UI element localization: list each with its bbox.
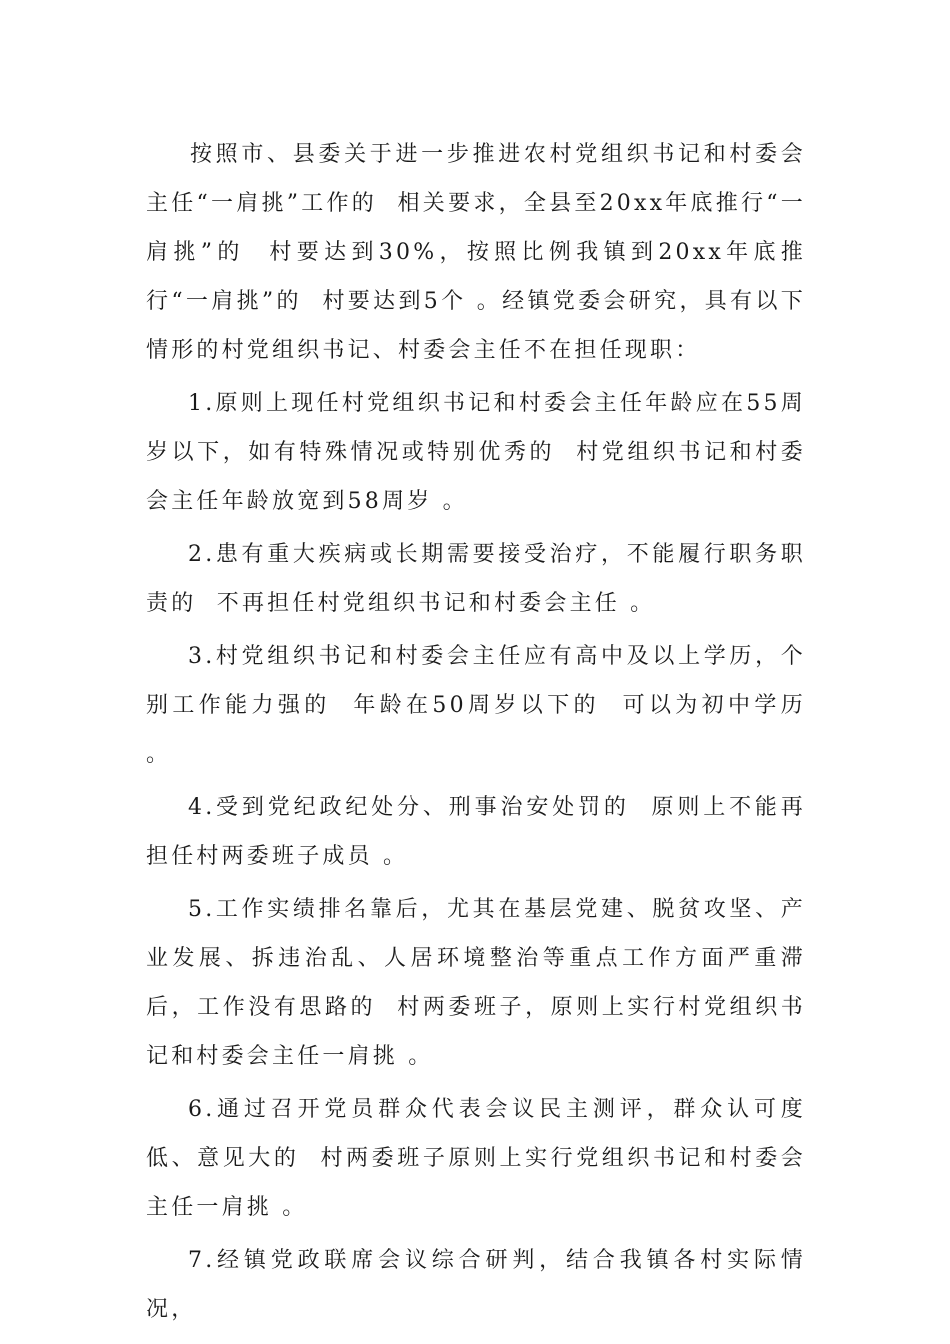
list-item-3: 3.村党组织书记和村委会主任应有高中及以上学历，个别工作能力强的 年龄在50周岁以下的 可以为初中学历 。: [146, 644, 817, 767]
document-body: [146, 130, 817, 1338]
list-item-4: 4.受到党纪政纪处分、刑事治安处罚的 原则上不能再担任村两委班子成员 。: [146, 795, 806, 869]
list-item-1: 1.原则上现任村党组织书记和村委会主任年龄应在55周岁以下，如有特殊情况或特别优秀的 村党组织书记和村委会主任年龄放宽到58周岁 。: [146, 391, 806, 514]
list-item-5: 5.工作实绩排名靠后，尤其在基层党建、脱贫攻坚、产业发展、拆违治乱、人居环境整治等重点工作方面严重滞后，工作没有思路的 村两委班子，原则上实行村党组织书记和村委会主任一肩挑 。: [146, 897, 806, 1069]
list-item-6: 6.通过召开党员群众代表会议民主测评，群众认可度低、意见大的 村两委班子原则上实行党组织书记和村委会主任一肩挑 。: [146, 1097, 806, 1220]
list-item-7: 7.经镇党政联席会议综合研判，结合我镇各村实际情况，: [146, 1248, 806, 1322]
list-item-2: 2.患有重大疾病或长期需要接受治疗，不能履行职务职责的 不再担任村党组织书记和村委会主任 。: [146, 542, 806, 616]
intro-paragraph: 按照市、县委关于进一步推进农村党组织书记和村委会主任“一肩挑”工作的 相关要求，全县至20xx年底推行“一肩挑”的 村要达到30%，按照比例我镇到20xx年底推行“一肩挑”的 村要达到5个 。经镇党委会研究，具有以下情形的村党组织书记、村委会主任不在担任现职：: [146, 142, 806, 363]
